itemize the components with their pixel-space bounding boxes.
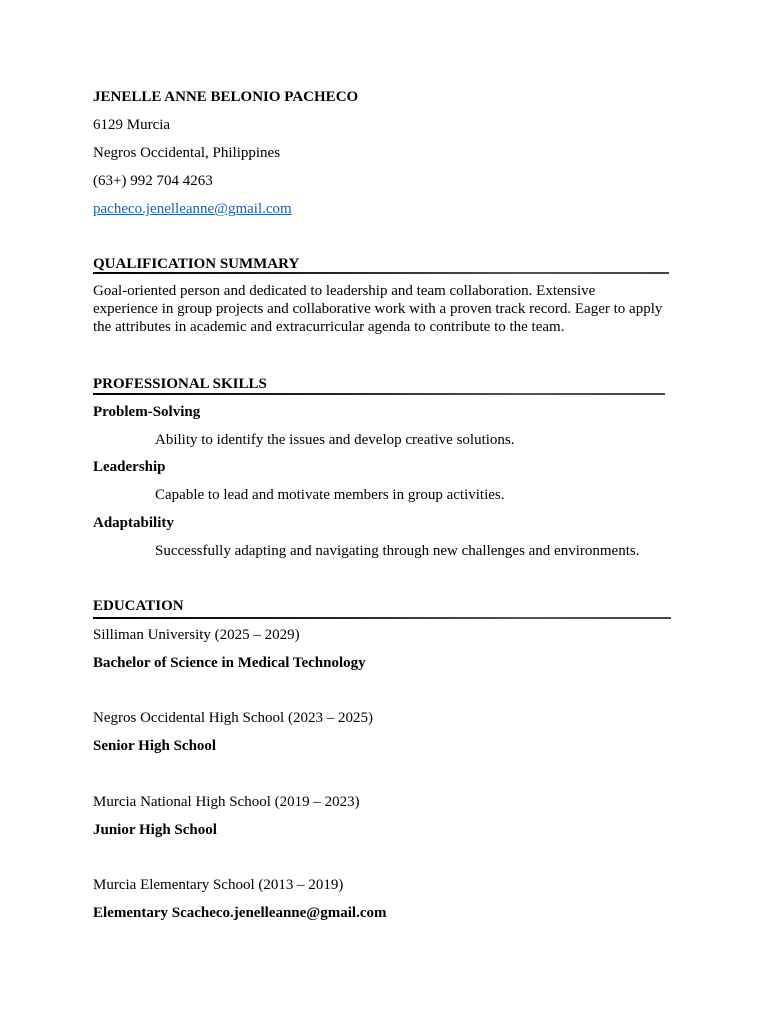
education-school: Negros Occidental High School (2023 – 2025) bbox=[93, 710, 373, 726]
education-school: Silliman University (2025 – 2029) bbox=[93, 627, 300, 643]
skill-description: Capable to lead and motivate members in group activities. bbox=[155, 487, 505, 503]
skill-title: Adaptability bbox=[93, 515, 174, 531]
address-line-1: 6129 Murcia bbox=[93, 117, 171, 133]
education-heading: EDUCATION bbox=[93, 598, 184, 614]
section-divider bbox=[93, 393, 665, 395]
qualification-summary-text: Goal-oriented person and dedicated to leadership and team collaboration. Extensive experience in group projects and collaborative work with a proven track record. Eager to apply the attributes in academic and extracurricular agenda to contribute to the team. bbox=[93, 283, 663, 335]
education-level: Junior High School bbox=[93, 822, 217, 838]
address-line-2: Negros Occidental, Philippines bbox=[93, 145, 281, 161]
education-school: Murcia Elementary School (2013 – 2019) bbox=[93, 877, 344, 893]
section-divider bbox=[93, 617, 671, 619]
skill-title: Leadership bbox=[93, 459, 166, 475]
education-level: Elementary Scacheco.jenelleanne@gmail.com bbox=[93, 905, 387, 921]
education-school: Murcia National High School (2019 – 2023) bbox=[93, 794, 360, 810]
qualification-summary-heading: QUALIFICATION SUMMARY bbox=[93, 256, 300, 272]
skill-title: Problem-Solving bbox=[93, 404, 201, 420]
email-link[interactable]: pacheco.jenelleanne@gmail.com bbox=[93, 201, 292, 217]
skill-description: Ability to identify the issues and develop creative solutions. bbox=[155, 432, 515, 448]
professional-skills-heading: PROFESSIONAL SKILLS bbox=[93, 376, 267, 392]
resume-name: JENELLE ANNE BELONIO PACHECO bbox=[93, 89, 359, 105]
education-level: Senior High School bbox=[93, 738, 217, 754]
phone-number: (63+) 992 704 4263 bbox=[93, 173, 213, 189]
skill-description: Successfully adapting and navigating through new challenges and environments. bbox=[155, 543, 640, 559]
education-level: Bachelor of Science in Medical Technology bbox=[93, 655, 366, 671]
section-divider bbox=[93, 272, 669, 274]
